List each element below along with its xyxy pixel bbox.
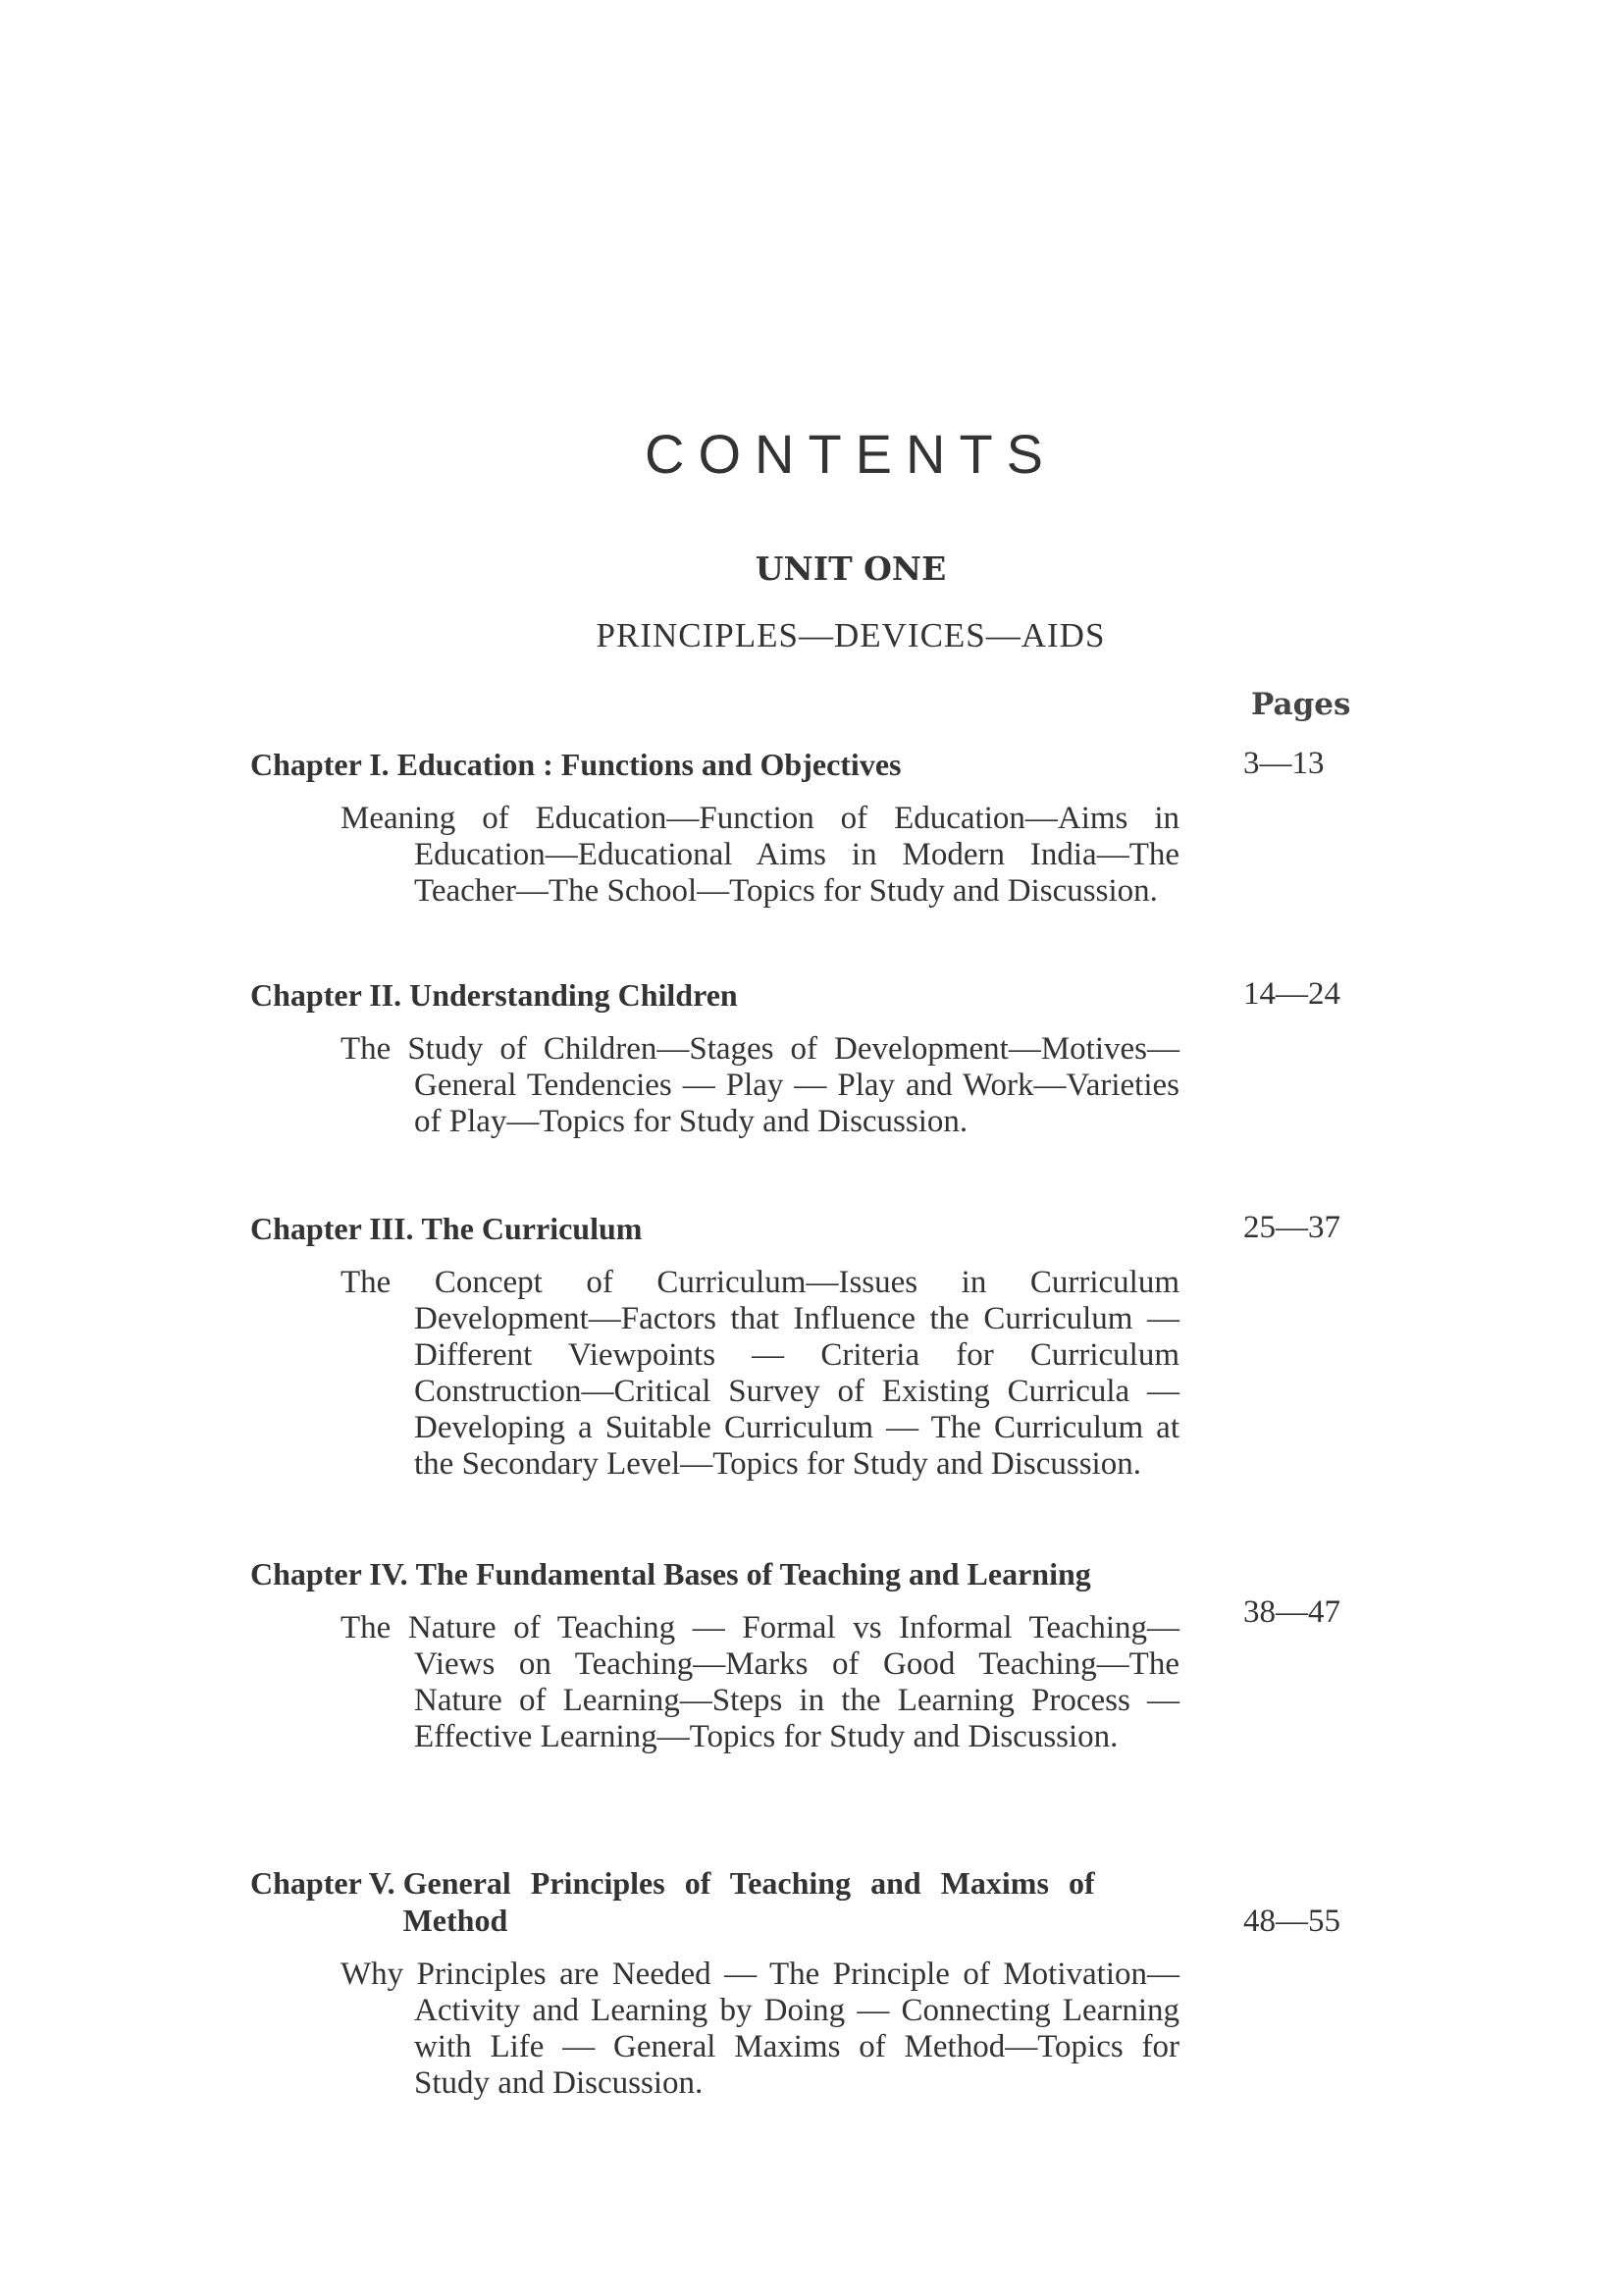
chapter-title: General Principles of Teaching and Maxims of Method bbox=[402, 1865, 1095, 1938]
chapter-heading bbox=[250, 976, 1173, 1014]
chapter-page-range: 38—47 bbox=[1243, 1594, 1340, 1630]
chapter-title: Understanding Children bbox=[409, 977, 738, 1013]
chapter-entry-3 bbox=[250, 1210, 1339, 1483]
chapter-label: Chapter I. bbox=[250, 747, 390, 782]
page-title: CONTENTS bbox=[645, 423, 1057, 485]
chapter-title: The Curriculum bbox=[421, 1211, 643, 1246]
chapter-entry-4 bbox=[250, 1555, 1339, 1755]
chapter-description: The Concept of Curriculum—Issues in Curriculum Development—Factors that Influence the Curriculum — Different Viewpoints — Criteria for Curriculum Construction—Critical Survey of Existing Curricula — Developing a Suitable Curriculum — The Curriculum at the Secondary Level—Topics for Study and Discussion. bbox=[340, 1265, 1179, 1482]
chapter-title: The Fundamental Bases of Teaching and Learning bbox=[415, 1556, 1091, 1592]
chapter-page-range: 14—24 bbox=[1243, 976, 1340, 1012]
chapter-description: The Study of Children—Stages of Development—Motives—General Tendencies — Play — Play and Work—Varieties of Play—Topics for Study and Discussion. bbox=[340, 1031, 1179, 1139]
chapter-page-range: 3—13 bbox=[1243, 746, 1325, 781]
chapter-label: Chapter II. bbox=[250, 977, 402, 1013]
chapter-label: Chapter III. bbox=[250, 1211, 414, 1246]
chapter-page-range: 25—37 bbox=[1243, 1210, 1340, 1245]
chapter-label: Chapter V. bbox=[250, 1865, 395, 1901]
pages-column-header: Pages bbox=[1251, 687, 1351, 722]
unit-subtitle: PRINCIPLES—DEVICES—AIDS bbox=[596, 616, 1106, 654]
chapter-label: Chapter IV. bbox=[250, 1556, 408, 1592]
chapter-heading bbox=[250, 1555, 1173, 1592]
chapter-heading bbox=[250, 1864, 1173, 1939]
unit-title: UNIT ONE bbox=[755, 549, 947, 588]
chapter-description: The Nature of Teaching — Formal vs Informal Teaching—Views on Teaching—Marks of Good Teaching—The Nature of Learning—Steps in the Learning Process — Effective Learning—Topics for Study and Discussion. bbox=[340, 1610, 1179, 1754]
chapter-description: Why Principles are Needed — The Principle of Motivation—Activity and Learning by Doing — Connecting Learning with Life — General Maxims of Method—Topics for Study and Discussion. bbox=[340, 1957, 1179, 2101]
chapter-entry-5 bbox=[250, 1864, 1339, 2102]
chapter-title: Education : Functions and Objectives bbox=[396, 747, 902, 782]
chapter-heading bbox=[250, 1210, 1173, 1247]
chapter-page-range: 48—55 bbox=[1243, 1904, 1340, 1939]
chapter-description: Meaning of Education—Function of Education—Aims in Education—Educational Aims in Modern India—The Teacher—The School—Topics for Study and Discussion. bbox=[340, 801, 1179, 909]
chapter-entry-2 bbox=[250, 976, 1339, 1140]
chapter-heading bbox=[250, 746, 1173, 783]
chapter-entry-1 bbox=[250, 746, 1339, 910]
